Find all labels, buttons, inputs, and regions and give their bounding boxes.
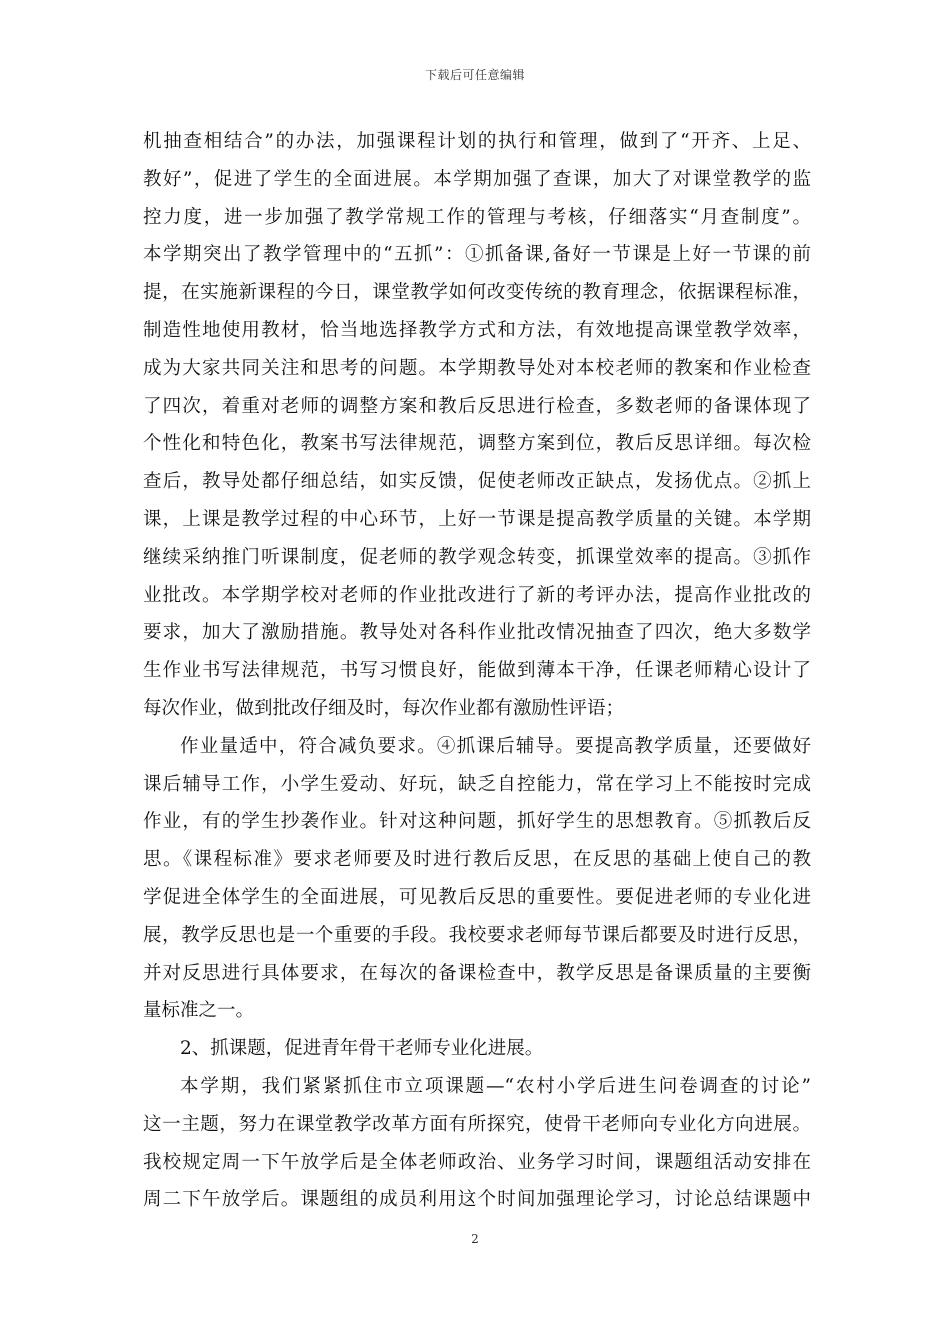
text-line: 机抽查相结合”的办法，加强课程计划的执行和管理，做到了“开齐、上足、: [143, 131, 811, 152]
text-line: 教好”，促进了学生的全面进展。本学期加强了查课，加大了对课堂教学的监: [143, 168, 811, 190]
text-line: 要求，加大了激励措施。教导处对各科作业批改情况抽查了四次，绝大多数学: [143, 622, 811, 644]
page-header: 下载后可任意编辑: [424, 68, 525, 82]
text-line: 制造性地使用教材，恰当地选择教学方式和方法，有效地提高课堂教学效率，: [143, 319, 811, 341]
text-line: 这一主题，努力在课堂教学改革方面有所探究，使骨干老师向专业化方向进展。: [143, 1113, 811, 1135]
page-number: 2: [471, 1232, 479, 1246]
text-line: 学促进全体学生的全面进展，可见教后反思的重要性。要促进老师的专业化进: [143, 886, 811, 908]
text-line: 作业量适中，符合减负要求。④抓课后辅导。要提高教学质量，还要做好: [180, 735, 811, 757]
text-line: 课后辅导工作，小学生爱动、好玩，缺乏自控能力，常在学习上不能按时完成: [143, 773, 811, 795]
text-line: 生作业书写法律规范，书写习惯良好，能做到薄本干净，任课老师精心设计了: [143, 660, 811, 682]
text-line: 作业，有的学生抄袭作业。针对这种问题，抓好学生的思想教育。⑤抓教后反: [143, 811, 811, 833]
text-line: 并对反思进行具体要求，在每次的备课检查中，教学反思是备课质量的主要衡: [143, 962, 811, 984]
text-line: 课，上课是教学过程的中心环节，上好一节课是提高教学质量的关键。本学期: [143, 508, 811, 530]
text-line: 我校规定周一下午放学后是全体老师政治、业务学习时间，课题组活动安排在: [143, 1151, 811, 1173]
text-line: 控力度，进一步加强了教学常规工作的管理与考核，仔细落实“月查制度”。: [143, 206, 811, 228]
text-line: 本学期突出了教学管理中的“五抓”：①抓备课,备好一节课是上好一节课的前: [143, 244, 811, 266]
section-heading: 2、抓课题，促进青年骨干老师专业化进展。: [180, 1038, 544, 1060]
text-line: 查后，教导处都仔细总结，如实反馈，促使老师改正缺点，发扬优点。②抓上: [143, 471, 811, 493]
text-line: 了四次，着重对老师的调整方案和教后反思进行检查，多数老师的备课体现了: [143, 395, 811, 417]
text-line: 提，在实施新课程的今日，课堂教学如何改变传统的教育理念，依据课程标准，: [143, 282, 811, 304]
text-line: 业批改。本学期学校对老师的作业批改进行了新的考评办法，提高作业批改的: [143, 584, 811, 606]
text-line: 思。《课程标准》要求老师要及时进行教后反思，在反思的基础上使自己的教: [143, 849, 811, 871]
document-body: [143, 123, 811, 1219]
text-line: 成为大家共同关注和思考的问题。本学期教导处对本校老师的教案和作业检查: [143, 357, 811, 379]
text-line: 本学期，我们紧紧抓住市立项课题—“农村小学后进生问卷调查的讨论”: [180, 1075, 811, 1097]
text-line: 每次作业，做到批改仔细及时，每次作业都有激励性评语；: [143, 697, 625, 719]
text-line: 量标准之一。: [143, 1000, 255, 1022]
text-line: 个性化和特色化，教案书写法律规范，调整方案到位，教后反思详细。每次检: [143, 433, 811, 455]
text-line: 展，教学反思也是一个重要的手段。我校要求老师每节课后都要及时进行反思，: [143, 924, 811, 946]
text-line: 继续采纳推门听课制度，促老师的教学观念转变，抓课堂效率的提高。③抓作: [143, 546, 811, 568]
text-line: 周二下午放学后。课题组的成员利用这个时间加强理论学习，讨论总结课题中: [143, 1189, 811, 1211]
